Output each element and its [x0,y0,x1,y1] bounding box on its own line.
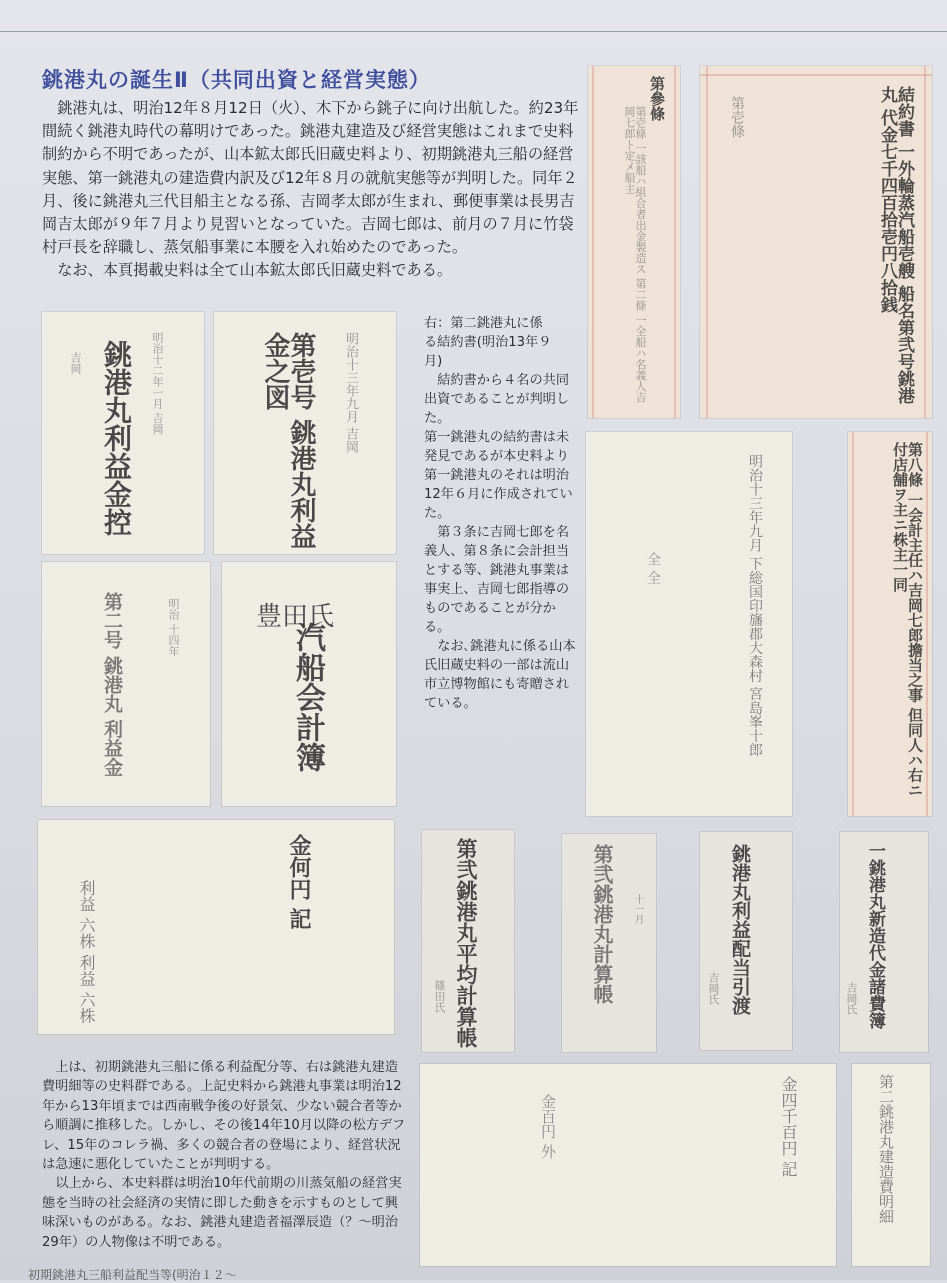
document-text: 結約書 一外輪蒸汽船壱艘 船名第弐号銚港丸 代金七千四百拾壱円八拾銭 [877,86,914,404]
document-text: 明治十三年九月 下総国印旛郡大森村 宮島峯十郎 [747,454,763,757]
document-text: 十一月 [632,894,643,924]
caption-line: 月) [424,354,443,369]
intro-paragraph-1: 銚港丸は、明治12年８月12日（火）、木下から銚子に向け出航した。約23年間続く銚港丸時代の幕明けであった。銚港丸建造及び経営実態はこれまで史料制約から不明であったが、山本鉱太郎氏旧蔵史料より、初期銚港丸三船の経営実態、第一銚港丸の建造費内訳及び12年８月の就航実態等が判明した。同年２月、後に銚港丸三代目船主となる孫、吉岡孝太郎が生まれ、郵便事業は長男吉岡吉太郎が９年７月より見習いとなっていた。吉岡七郎は、前月の７月に竹袋村戸長を辞職し、蒸気船事業に本腰を入れ始めたのであった。 [42,99,579,257]
caption-paragraph: 第一銚港丸の結約書は未発見であるが本史料より第一銚港丸のそれは明治12年６月に作成されていた。 [424,430,573,521]
bottom-caption [42,1058,410,1252]
document-photo-accounts-book [562,834,656,1052]
document-text: 吉岡 [69,352,82,374]
document-photo-cost-breakdown [420,1064,836,1266]
document-text: 第壱号 銚港丸利益金之図 [260,332,316,550]
document-text: 利益 六株 利益 六株 [77,880,96,1024]
document-photo-profit-chart-1 [214,312,396,554]
document-text: 豊田氏 [256,602,335,632]
document-text: 明治十三年九月 吉岡 [343,332,358,454]
document-photo-average-accounts [422,830,514,1052]
document-text: 第參條 [648,76,666,121]
document-photo-construction-costs [840,832,928,1052]
document-photo-profit-transfer [700,832,792,1050]
caption-paragraph: 以上から、本史料群は明治10年代前期の川蒸気船の経営実態を当時の社会経済の実情に即した動きを示すものとして興味深いものがある。なお、銚港丸建造者福澤辰造（？～明治29年）の人物像は不明である。 [42,1176,402,1250]
document-text: 一銚港丸新造代金諸費簿 [865,842,885,1029]
document-text: 吉岡氏 [845,982,858,1015]
document-text: 金四千百円 記 [779,1076,798,1178]
document-photo-construction-detail [852,1064,930,1266]
document-photo-article-8 [848,432,932,816]
document-photo-profit-ledger-2 [42,562,210,806]
document-photo-steamship-accounts [222,562,396,806]
document-photo-article-3 [588,66,680,418]
caption-line: る結約書(明治13年９ [424,335,552,350]
document-text: 第二号 銚港丸 利益金 [101,592,123,777]
document-text: 第二銚港丸建造費明細 [877,1074,895,1224]
document-text: 銚港丸利益金控 [100,340,133,536]
document-text: 金百円 外 [539,1094,557,1159]
document-text: 全 全 [645,552,661,585]
document-text: 金何円 記 [286,834,312,930]
header-rule [0,31,947,32]
caption-paragraph: 第３条に吉岡七郎を名義人、第８条に会計担当とする等、銚港丸事業は事実上、吉岡七郎指導のものであることが分かる。 [424,525,570,635]
caption-paragraph: 上は、初期銚港丸三船に係る利益配分等、右は銚港丸建造費明細等の史料群である。上記史料から銚港丸事業は明治12年から13年頃までは西南戦争後の好景気、少ない競合者等から順調に推移した。しかし、その後14年10月以降の松方デフレ、15年のコレラ禍、多くの競合者の登場により、経営状況は急速に悪化していたことが判明する。 [42,1060,406,1173]
document-text: 第壱條 [729,96,745,138]
document-photo-contract [700,66,932,418]
caption-paragraph: 結約書から４名の共同出資であることが判明した。 [424,373,570,426]
footer-caption: 初期銚港丸三船利益配当等(明治１２～ [28,1268,237,1282]
document-text: 第弐銚港丸平均計算帳 [454,838,479,1048]
intro-text [42,97,580,283]
document-text: 篠田氏 [433,980,446,1013]
document-photo-profit-ledger [42,312,204,554]
document-text: 明治十二年一月 吉岡 [151,332,164,435]
caption-line: 右：第二銚港丸に係 [424,316,543,331]
page-title: 銚港丸の誕生Ⅱ（共同出資と経営実態） [42,68,431,92]
caption-paragraph: なお､銚港丸に係る山本氏旧蔵史料の一部は流山市立博物館にも寄贈されている。 [424,639,576,711]
intro-paragraph-2: なお、本頁掲載史料は全て山本鉱太郎氏旧蔵史料である。 [57,261,453,280]
document-text: 第壱條 一該船ハ組合者出金製造ス 第二條 一全船ハ名義人吉岡七郎ト定メ船主 [623,106,647,403]
document-text: 汽船会計簿 [290,622,325,772]
document-text: 吉岡氏 [707,972,720,1005]
document-text: 明治 十四年 [167,598,180,657]
document-text: 第弐銚港丸計算帳 [590,844,614,1004]
document-text: 第八條 一会計主任ハ吉岡七郎擔当之事 但同人ハ右ニ付店舗ヲ主ニ株主一同 [891,442,924,798]
document-photo-contract-signatures [586,432,792,816]
document-text: 銚港丸利益配当引渡 [729,844,751,1015]
right-caption [424,314,576,713]
document-photo-profit-distribution [38,820,394,1034]
